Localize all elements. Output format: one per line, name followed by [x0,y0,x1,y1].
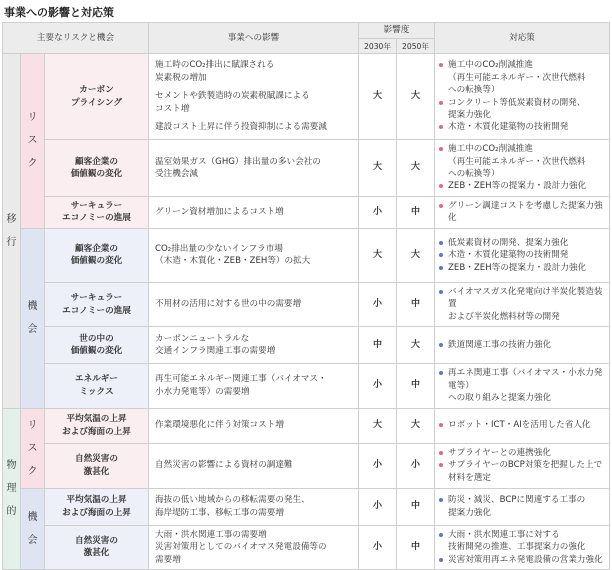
risk-item-name-line: サーキュラー [70,201,123,211]
impact-line: セメントや鉄製造時の炭素税賦課による [155,91,310,102]
impact-line: 作業環境悪化に伴う対策コスト増 [155,420,284,431]
subcategory-opportunity-char: 機 [27,511,38,523]
response-item [439,286,605,323]
risk-item-name [45,408,149,443]
response-item [439,180,605,192]
degree-2030: 大 [359,228,397,282]
response-item [439,121,605,133]
risk-item-name [45,525,149,569]
impact-cell [149,54,359,140]
table-row [3,282,610,326]
risk-item-name-line: 自然災害の [75,535,118,546]
degree-2050: 大 [397,327,435,364]
bullet-dot-icon [439,498,443,502]
response-item [439,367,605,404]
response-line: 技術開発の推進、工事提案力の強化 [448,542,586,553]
response-item [439,529,605,554]
risk-item-name-line: カーボン [79,85,114,96]
header-response: 対応策 [435,23,610,54]
degree-2050: 大 [397,140,435,197]
table-row [3,364,610,408]
response-line: および半炭化燃料材等の開発 [448,311,560,322]
subcategory-risk [21,408,45,488]
risk-item-name-line: および海面の上昇 [62,507,131,518]
response-line: 提案力強化 [448,109,491,120]
impact-cell [149,197,359,229]
impact-line: 炭素税の増加 [155,72,207,83]
response-line: 大雨・洪水関連工事に対する [448,529,560,540]
impact-cell [149,488,359,525]
degree-2050: 中 [397,197,435,229]
response-list [439,59,605,134]
subcategory-opportunity-char: 会 [27,534,38,546]
response-item [439,494,605,519]
risk-item-name-line: 価値観の変化 [70,169,123,179]
response-cell [435,140,610,197]
impact-cell [149,140,359,197]
degree-2030: 小 [359,488,397,525]
response-cell [435,197,610,229]
impact-line: 海岸堤防工事、移転工事の需要増 [155,507,284,518]
bullet-dot-icon [439,343,443,347]
impact-line: 災害対策用としてのバイオマス発電設備等の [155,542,327,553]
bullet-dot-icon [439,101,443,105]
impact-line: 施工時のCO₂排出に賦課される [155,60,275,71]
risk-item-name [45,197,149,229]
risk-item-name-line: 激甚化 [83,466,110,477]
impact-cell [149,327,359,364]
response-cell [435,327,610,364]
response-line: 施工中のCO₂削減推進 [448,60,533,71]
risk-item-name [45,228,149,282]
impact-line: （木造・木質化・ZEB・ZEH等）の拡大 [155,256,311,267]
risk-item-name-line: 激甚化 [83,548,110,559]
degree-2050: 中 [397,364,435,408]
response-item [439,97,605,122]
subcategory-risk-char: ク [27,465,38,477]
impact-line: 需要増 [155,554,181,565]
response-item [439,339,605,351]
table-row [3,443,610,488]
response-list [439,447,605,484]
response-line: グリーン調達コストを考慮した提案力強化 [448,201,603,224]
risk-item-name [45,364,149,408]
response-list [439,200,605,225]
response-line: への取り組みと提案力強化 [448,393,552,404]
risk-item-name-line: エネルギー [75,374,118,385]
table-row [3,488,610,525]
impact-line: CO₂排出量の少ないインフラ市場 [155,243,283,254]
header-2030: 2030年 [359,39,397,54]
impact-table [2,22,610,570]
subcategory-risk-char: ス [27,442,38,454]
bullet-dot-icon [439,147,443,151]
response-line: 再エネ関連工事（バイオマス・小水力発電等） [448,368,603,391]
risk-item-name [45,327,149,364]
response-cell [435,282,610,326]
bullet-dot-icon [439,184,443,188]
subcategory-opportunity-char: 機 [27,301,38,313]
header-risk-opportunity: 主要なリスクと機会 [3,23,149,54]
impact-line: 不用材の活用に対する世の中の需要増 [155,299,302,310]
risk-item-name-line: ミックス [79,386,114,397]
risk-item-name-line: 平均気温の上昇 [66,495,127,506]
response-list [439,367,605,404]
table-row [3,140,610,197]
risk-item-name-line: 価値観の変化 [70,346,123,357]
category-transition-char: 行 [6,236,17,248]
response-line: サプライヤーのBCP対策を把握した上で [448,460,603,471]
response-list [439,529,605,566]
degree-2050: 大 [397,54,435,140]
impact-cell [149,525,359,569]
bullet-dot-icon [439,290,443,294]
category-physical [3,408,21,569]
subcategory-opportunity-char: 会 [27,324,38,336]
response-item [439,59,605,96]
response-line: サプライヤーとの連携強化 [448,447,551,458]
response-line: 災害対策用再エネ発電設備の営業力強化 [448,554,603,565]
response-cell [435,443,610,488]
table-row [3,525,610,569]
bullet-dot-icon [439,241,443,245]
impact-cell [149,408,359,443]
response-item [439,262,605,274]
response-item [439,447,605,459]
bullet-dot-icon [439,204,443,208]
table-row [3,228,610,282]
category-transition-char: 移 [6,213,17,225]
bullet-dot-icon [439,266,443,270]
response-item [439,419,605,431]
bullet-dot-icon [439,533,443,537]
risk-item-name-line: 平均気温の上昇 [66,414,127,425]
bullet-dot-icon [439,63,443,67]
bullet-dot-icon [439,423,443,427]
header-impact: 事業への影響 [149,23,359,54]
response-line: （再生可能エネルギー・次世代燃料 [448,72,586,83]
bullet-dot-icon [439,451,443,455]
risk-item-name-line: 顧客企業の [75,156,118,167]
response-line: 鉄道関連工事の技術力強化 [448,340,552,351]
subcategory-risk-char: ク [27,158,38,170]
response-cell [435,488,610,525]
degree-2050: 中 [397,488,435,525]
response-line: 木造・木質化建築物の技術開発 [448,250,569,261]
response-cell [435,54,610,140]
response-list [439,286,605,323]
impact-line: コスト増 [155,103,190,114]
risk-item-name-line: 顧客企業の [75,243,118,254]
impact-cell [149,443,359,488]
header-degree: 影響度 [359,23,435,39]
risk-item-name [45,443,149,488]
category-physical-char: 理 [6,483,17,495]
risk-item-name-line: プライシング [71,97,122,108]
impact-cell [149,228,359,282]
risk-item-name-line: および海面の上昇 [62,426,131,437]
impact-line: 自然災害の影響による資材の調達難 [155,460,293,471]
response-line: ZEB・ZEH等の提案力・設計力強化 [448,262,587,273]
subcategory-risk-char: ス [27,135,38,147]
response-item [439,143,605,180]
bullet-dot-icon [439,558,443,562]
response-line: バイオマスガス化発電向け半炭化製造装置 [448,286,603,310]
response-item [439,459,605,484]
table-row [3,54,610,140]
impact-line: 海抜の低い地域からの移転需要の発生、 [155,495,310,506]
response-cell [435,408,610,443]
response-list [439,419,605,431]
impact-line: カーボンニュートラルな [155,333,250,344]
response-list [439,237,605,274]
impact-cell [149,282,359,326]
subcategory-risk-char: リ [27,419,38,431]
response-line: 木造・木質化建築物の技術開発 [448,122,569,133]
table-row [3,408,610,443]
response-list [439,494,605,519]
response-line: への転換等） [448,85,500,96]
degree-2030: 大 [359,140,397,197]
impact-line: 再生可能エネルギー関連工事（バイオマス・ [155,374,327,385]
impact-cell [149,364,359,408]
response-line: 材料を選定 [448,472,491,483]
impact-line: グリーン資材増加によるコスト増 [155,207,284,218]
risk-item-name [45,488,149,525]
degree-2050: 中 [397,282,435,326]
response-cell [435,525,610,569]
response-line: への転換等） [448,169,500,179]
degree-2050: 大 [397,228,435,282]
degree-2030: 大 [359,408,397,443]
bullet-dot-icon [439,371,443,375]
response-list [439,339,605,351]
response-item [439,237,605,249]
response-line: （再生可能エネルギー・次世代燃料 [448,156,586,167]
degree-2050: 小 [397,443,435,488]
degree-2030: 小 [359,525,397,569]
degree-2030: 小 [359,197,397,229]
risk-item-name-line: エコノミーの進展 [62,305,131,316]
subcategory-opportunity [21,488,45,569]
response-line: 提案力強化 [448,507,491,518]
response-line: 防災・減災、BCPに関連する工事の [448,495,586,506]
risk-item-name [45,54,149,140]
table-row [3,327,610,364]
impact-line: 温室効果ガス（GHG）排出量の多い会社の [155,156,321,167]
response-item [439,554,605,566]
impact-line: 受注機会減 [155,169,198,179]
category-physical-char: 物 [6,460,17,472]
response-cell [435,228,610,282]
response-line: ZEB・ZEH等の提案力・設計力強化 [448,181,587,192]
risk-item-name-line: 自然災害の [75,454,118,465]
risk-item-name-line: サーキュラー [70,293,123,304]
impact-line: 交通インフラ関連工事の需要増 [155,346,276,357]
category-physical-char: 的 [6,506,17,518]
response-list [439,143,605,193]
bullet-dot-icon [439,125,443,129]
degree-2050: 大 [397,408,435,443]
degree-2030: 小 [359,364,397,408]
risk-item-name [45,282,149,326]
bullet-dot-icon [439,253,443,257]
response-item [439,200,605,225]
subcategory-opportunity [21,228,45,408]
degree-2030: 小 [359,443,397,488]
risk-item-name-line: 価値観の変化 [70,256,123,267]
subcategory-risk [21,54,45,229]
response-cell [435,364,610,408]
impact-line: 建設コスト上昇に伴う投資抑制による需要減 [155,122,327,133]
page-title: 事業への影響と対応策 [4,6,114,19]
bullet-dot-icon [439,463,443,467]
table-row [3,197,610,229]
impact-line: 小水力発電等）の需要増 [155,386,250,397]
impact-line: 大雨・洪水関連工事の需要増 [155,529,267,540]
response-line: ロボット・ICT・AIを活用した省人化 [448,420,591,431]
degree-2050: 中 [397,525,435,569]
degree-2030: 大 [359,54,397,140]
risk-item-name [45,140,149,197]
response-line: コンクリート等低炭素資材の開発、 [448,97,586,108]
risk-item-name-line: 世の中の [79,333,114,344]
response-item [439,249,605,261]
risk-item-name-line: エコノミーの進展 [62,213,131,224]
header-2050: 2050年 [397,39,435,54]
subcategory-risk-char: リ [27,112,38,124]
degree-2030: 小 [359,282,397,326]
degree-2030: 中 [359,327,397,364]
response-line: 低炭素資材の開発、提案力強化 [448,237,569,248]
category-transition [3,54,21,409]
response-line: 施工中のCO₂削減推進 [448,144,533,155]
